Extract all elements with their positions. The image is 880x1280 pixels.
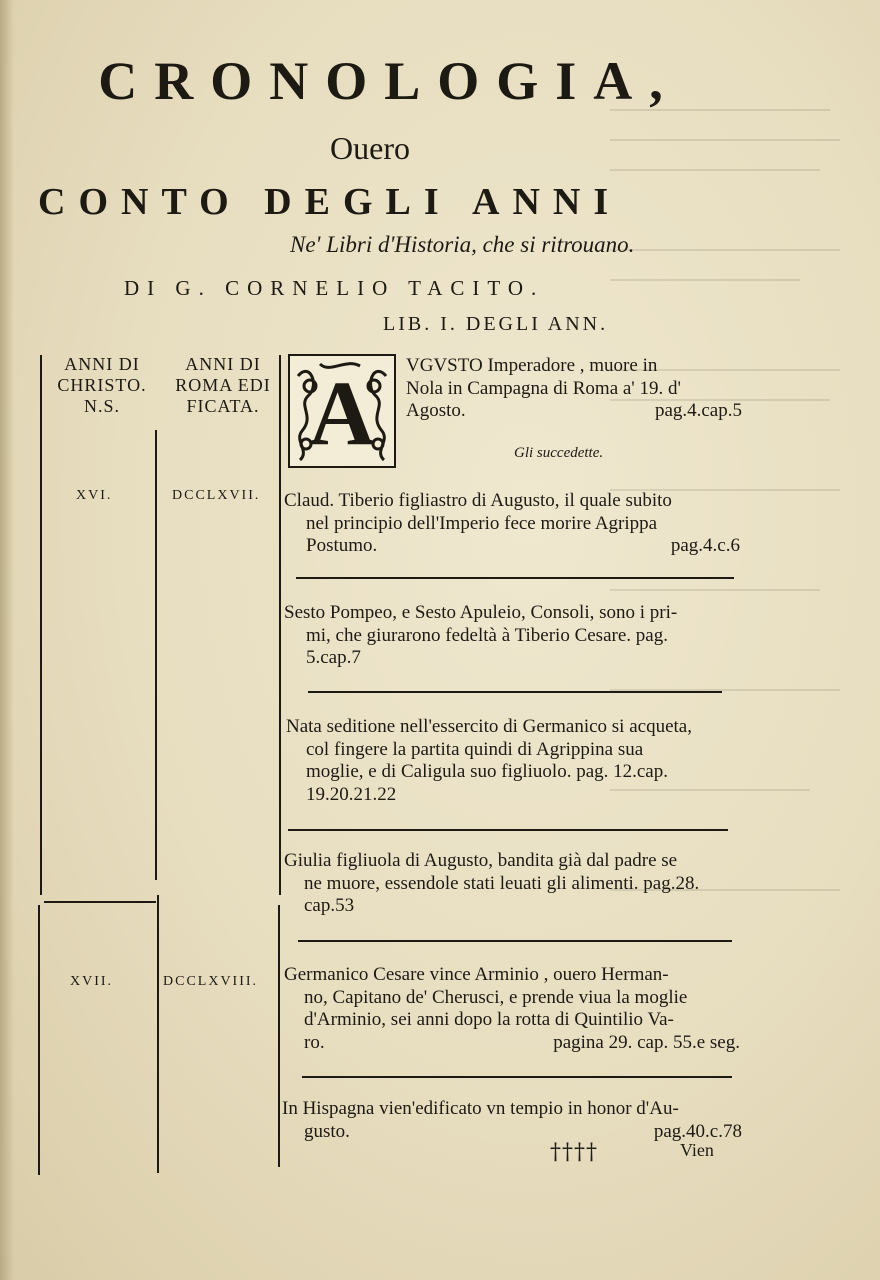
entry-line [284, 535, 740, 558]
column-heading-rome [166, 354, 280, 417]
entry-line: cap.53 [304, 895, 355, 916]
entry-augusto [406, 355, 742, 423]
entry-line: no, Capitano de' Cherusci, e prende viua la moglie [304, 986, 688, 1008]
entry-line: Germanico Cesare vince Arminio , ouero Herman- [284, 964, 669, 985]
entry-hispagna [282, 1098, 742, 1143]
entry-giulia [284, 850, 740, 918]
page-reference: pagina 29. cap. 55.e seg. [553, 1031, 740, 1053]
page-reference: pag.4.c.6 [670, 535, 740, 556]
entry-line: d'Arminio, sei anni dopo la rotta di Quintilio Va- [304, 1009, 674, 1030]
entry-line: 19.20.21.22 [306, 783, 397, 805]
separator-rule [298, 940, 732, 942]
page-reference: pag.40.c.78 [653, 1120, 742, 1142]
entry-line: ne muore, essendole stati leuati gli alimenti. pag.28. [304, 872, 700, 894]
entry-line: Nola in Campagna di Roma a' 19. d' [406, 377, 681, 399]
column-heading-line: FICATA. [186, 396, 260, 416]
separator-rule [302, 1076, 732, 1078]
entry-line-text: Postumo. [306, 535, 378, 556]
entry-line: Giulia figliuola di Augusto, bandita già dal padre se [284, 850, 678, 871]
year-christ: XVI. [76, 488, 113, 503]
entry-line: Sesto Pompeo, e Sesto Apuleio, Consoli, sono i pri- [284, 602, 678, 623]
entry-line: nel principio dell'Imperio fece morire Agrippa [306, 512, 658, 534]
printer-marks: †††† [550, 1140, 598, 1165]
entry-line: mi, che giurarono fedeltà à Tiberio Cesare. pag. [306, 624, 668, 646]
entry-line: Claud. Tiberio figliastro di Augusto, il quale subito [284, 490, 672, 511]
column-rule [278, 905, 280, 1167]
page-title: CRONOLOGIA, [98, 51, 680, 111]
entry-line-text: ro. [304, 1031, 325, 1053]
entry-line: Nata seditione nell'essercito di Germanico si acqueta, [286, 716, 692, 737]
entry-line: moglie, e di Caligula suo figliuolo. pag. 12.cap. [306, 761, 668, 782]
entry-line [282, 1121, 742, 1144]
column-rule [40, 355, 42, 895]
book-heading: LIB. I. DEGLI ANN. [383, 313, 609, 335]
year-christ: XVII. [70, 974, 114, 989]
entry-line: col fingere la partita quindi di Agrippina sua [306, 738, 644, 760]
column-rule [157, 895, 159, 1173]
column-heading-line: N.S. [83, 396, 120, 416]
year-rome: DCCLXVII. [172, 488, 261, 503]
succession-note: Gli succedette. [514, 445, 604, 461]
subtitle-conto: CONTO DEGLI ANNI [38, 181, 622, 223]
column-heading-line: ANNI DI [185, 354, 261, 374]
subtitle-ouero: Ouero [330, 130, 410, 166]
separator-rule [308, 691, 722, 693]
column-heading-line: ROMA EDI [175, 375, 271, 395]
initial-letter: A [308, 362, 376, 464]
decorated-initial [288, 354, 396, 468]
page-edge-shadow [0, 0, 14, 1280]
column-rule [38, 905, 40, 1175]
entry-germanico [284, 964, 740, 1054]
column-heading-christ [36, 354, 168, 417]
year-rome: DCCLXVIII. [163, 974, 259, 989]
entry-line: In Hispagna vien'edificato vn tempio in honor d'Au- [282, 1098, 679, 1119]
entry-line: VGVSTO Imperadore , muore in [406, 355, 658, 376]
entry-line-text: gusto. [304, 1120, 350, 1142]
column-rule [44, 901, 156, 903]
column-rule [279, 355, 281, 895]
entry-seditione [286, 716, 742, 806]
catchword: Vien [680, 1140, 714, 1160]
column-rule [155, 430, 157, 880]
entry-line [406, 400, 742, 423]
separator-rule [288, 829, 728, 831]
column-heading-line: ANNI DI [64, 354, 140, 374]
subtitle-libri: Ne' Libri d'Historia, che si ritrouano. [290, 232, 635, 257]
entry-sesto-pompeo [284, 602, 740, 670]
entry-line: 5.cap.7 [306, 647, 361, 668]
entry-tiberio [284, 490, 740, 558]
entry-line [284, 1032, 740, 1055]
column-heading-line: CHRISTO. [57, 375, 147, 395]
separator-rule [296, 577, 734, 579]
entry-line-text: Agosto. [406, 400, 466, 421]
page-reference: pag.4.cap.5 [654, 400, 742, 421]
author-line: DI G. CORNELIO TACITO. [124, 276, 545, 300]
